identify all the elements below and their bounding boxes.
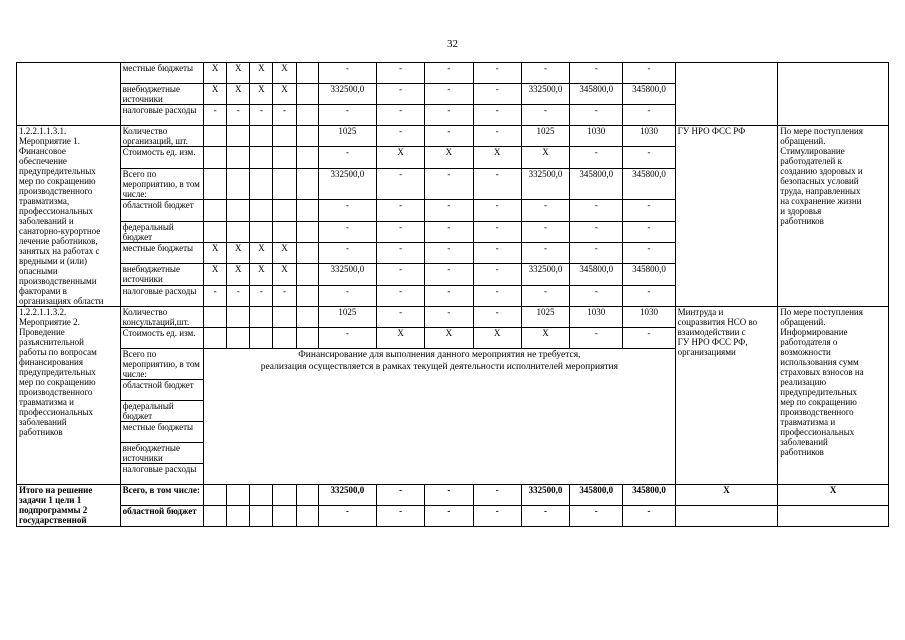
financing-note: Финансирование для выполнения данного мероприятия не требуется, реализация осуществляется в рамках текущей деятельности исполнителей мероприятия	[204, 349, 676, 485]
value-cell: -	[425, 84, 473, 105]
value-cell: -	[473, 200, 521, 221]
mark-cell	[296, 84, 318, 105]
value-cell: 1030	[570, 126, 623, 147]
value-cell: -	[473, 221, 521, 242]
mark-cell: X	[250, 84, 273, 105]
row-label: местные бюджеты	[120, 63, 203, 84]
value-cell: 345800,0	[570, 264, 623, 285]
value-cell: -	[377, 221, 425, 242]
mark-cell	[296, 168, 318, 200]
value-cell: -	[473, 242, 521, 263]
value-cell: -	[318, 506, 376, 527]
value-cell: 1025	[318, 126, 376, 147]
event-1-result: По мере поступления обращений. Стимулирование работодателей к созданию здоровых и безопасных условий труда, направленных на сохранение жизни и здоровья работников	[778, 126, 889, 307]
value-cell: -	[377, 200, 425, 221]
value-cell: -	[473, 168, 521, 200]
mark-cell	[296, 126, 318, 147]
value-cell: -	[425, 105, 473, 126]
mark-cell: X	[227, 84, 250, 105]
mark-cell	[227, 328, 250, 349]
mark-cell	[227, 200, 250, 221]
value-cell: -	[521, 221, 569, 242]
value-cell: -	[425, 200, 473, 221]
value-cell: 345800,0	[623, 485, 675, 506]
mark-cell: -	[250, 105, 273, 126]
value-cell: -	[623, 105, 675, 126]
mark-cell: X	[250, 63, 273, 84]
row-label: налоговые расходы	[120, 285, 203, 306]
row-label: внебюджетные источники	[120, 84, 203, 105]
mark-cell	[227, 485, 250, 506]
row-label: Стоимость ед. изм.	[120, 328, 203, 349]
mark-cell: X	[273, 63, 296, 84]
value-cell: X	[521, 328, 569, 349]
value-cell: X	[473, 328, 521, 349]
value-cell: -	[377, 126, 425, 147]
value-cell: -	[425, 307, 473, 328]
value-cell: -	[570, 63, 623, 84]
value-cell: -	[521, 242, 569, 263]
value-cell: -	[521, 105, 569, 126]
mark-cell: X	[273, 264, 296, 285]
mark-cell	[296, 264, 318, 285]
value-cell: -	[570, 285, 623, 306]
row-label: Всего по мероприятию, в том числе:	[120, 349, 203, 380]
mark-cell: -	[204, 105, 227, 126]
mark-cell: X	[204, 84, 227, 105]
value-cell: -	[521, 63, 569, 84]
value-cell: -	[570, 506, 623, 527]
value-cell: -	[473, 485, 521, 506]
mark-cell: -	[273, 105, 296, 126]
row-label: Стоимость ед. изм.	[120, 147, 203, 168]
mark-cell	[296, 485, 318, 506]
total-executor	[675, 506, 778, 527]
value-cell: -	[377, 168, 425, 200]
mark-cell	[204, 126, 227, 147]
value-cell: 1025	[521, 307, 569, 328]
mark-cell	[250, 147, 273, 168]
value-cell: X	[377, 147, 425, 168]
value-cell: 332500,0	[318, 264, 376, 285]
value-cell: -	[473, 105, 521, 126]
row-label: Всего, в том числе:	[120, 485, 203, 506]
mark-cell: X	[204, 63, 227, 84]
mark-cell	[204, 328, 227, 349]
mark-cell	[250, 200, 273, 221]
value-cell: -	[318, 221, 376, 242]
mark-cell	[204, 147, 227, 168]
mark-cell	[204, 168, 227, 200]
value-cell: X	[425, 147, 473, 168]
value-cell: -	[377, 485, 425, 506]
total-title: Итого на решение задачи 1 цели 1 подпрограммы 2 государственной	[17, 485, 121, 527]
value-cell: -	[318, 200, 376, 221]
value-cell: -	[425, 506, 473, 527]
mark-cell: X	[273, 242, 296, 263]
value-cell: -	[425, 264, 473, 285]
table-row	[17, 307, 889, 328]
value-cell: 345800,0	[623, 168, 675, 200]
row-label: местные бюджеты	[120, 422, 203, 443]
mark-cell	[227, 221, 250, 242]
mark-cell	[273, 200, 296, 221]
value-cell: -	[425, 285, 473, 306]
value-cell: -	[473, 285, 521, 306]
value-cell: 1030	[623, 126, 675, 147]
value-cell: -	[521, 285, 569, 306]
mark-cell	[273, 506, 296, 527]
value-cell: -	[318, 285, 376, 306]
row-label: федеральный бюджет	[120, 221, 203, 242]
mark-cell	[296, 147, 318, 168]
value-cell: -	[521, 506, 569, 527]
mark-cell	[273, 126, 296, 147]
mark-cell	[250, 126, 273, 147]
mark-cell	[273, 168, 296, 200]
value-cell: -	[425, 221, 473, 242]
value-cell: -	[570, 147, 623, 168]
value-cell: -	[623, 200, 675, 221]
value-cell: 332500,0	[521, 168, 569, 200]
value-cell: -	[377, 84, 425, 105]
row-label: областной бюджет	[120, 200, 203, 221]
value-cell: 1025	[521, 126, 569, 147]
value-cell: -	[570, 242, 623, 263]
mark-cell	[204, 221, 227, 242]
value-cell: -	[425, 168, 473, 200]
mark-cell	[250, 506, 273, 527]
mark-cell: -	[227, 285, 250, 306]
row-label: налоговые расходы	[120, 105, 203, 126]
mark-cell: X	[227, 63, 250, 84]
row-label: Всего по мероприятию, в том числе:	[120, 168, 203, 200]
mark-cell	[296, 285, 318, 306]
value-cell: -	[377, 307, 425, 328]
total-executor: X	[675, 485, 778, 506]
row-label: налоговые расходы	[120, 464, 203, 485]
program-table	[16, 62, 889, 527]
mark-cell	[296, 221, 318, 242]
mark-cell	[296, 242, 318, 263]
event-2-result: По мере поступления обращений. Информирование работодателя о возможности использования сумм страховых взносов на реализацию предупредительных мер по сокращению производственного травматизма и профессиональных заболеваний работников	[778, 307, 889, 485]
value-cell: 345800,0	[570, 168, 623, 200]
value-cell: -	[425, 242, 473, 263]
mark-cell: X	[204, 264, 227, 285]
value-cell: -	[570, 105, 623, 126]
event-2-title: 1.2.2.1.1.3.2. Мероприятие 2. Проведение разъяснительной работы по вопросам финансирования предупредительных мер по сокращению производственного травматизма и профессиональных заболеваний работников	[17, 307, 121, 485]
mark-cell	[296, 105, 318, 126]
continued-executor-cell	[675, 63, 778, 126]
mark-cell	[273, 307, 296, 328]
mark-cell: X	[273, 84, 296, 105]
value-cell: -	[318, 328, 376, 349]
mark-cell: X	[204, 242, 227, 263]
mark-cell	[204, 200, 227, 221]
mark-cell	[227, 307, 250, 328]
value-cell: 345800,0	[623, 264, 675, 285]
table-row	[17, 126, 889, 147]
value-cell: -	[521, 200, 569, 221]
value-cell: -	[570, 221, 623, 242]
row-label: областной бюджет	[120, 380, 203, 401]
value-cell: 345800,0	[623, 84, 675, 105]
mark-cell: -	[204, 285, 227, 306]
table-row	[17, 485, 889, 506]
total-result: X	[778, 485, 889, 506]
mark-cell	[296, 200, 318, 221]
value-cell: -	[473, 264, 521, 285]
mark-cell	[250, 307, 273, 328]
value-cell: 332500,0	[521, 264, 569, 285]
row-label: Количество организаций, шт.	[120, 126, 203, 147]
event-2-executor: Минтруда и соцразвития НСО во взаимодействии с ГУ НРО ФСС РФ, организациями	[675, 307, 778, 485]
mark-cell: -	[227, 105, 250, 126]
mark-cell: X	[250, 242, 273, 263]
value-cell: -	[473, 126, 521, 147]
value-cell: -	[623, 147, 675, 168]
value-cell: -	[425, 126, 473, 147]
mark-cell: X	[227, 264, 250, 285]
value-cell: -	[377, 264, 425, 285]
mark-cell	[227, 147, 250, 168]
value-cell: -	[377, 285, 425, 306]
value-cell: -	[623, 242, 675, 263]
value-cell: -	[377, 242, 425, 263]
value-cell: 1030	[570, 307, 623, 328]
continued-event-cell	[17, 63, 121, 126]
value-cell: -	[318, 105, 376, 126]
mark-cell	[227, 506, 250, 527]
event-1-title: 1.2.2.1.1.3.1. Мероприятие 1. Финансовое обеспечение предупредительных мер по сокращению производственного травматизма, профессиональных заболеваний и санаторно-курортное лечение работников, занятых на работах с вредными и (или) опасными производственными факторами в организациях области	[17, 126, 121, 307]
total-result	[778, 506, 889, 527]
value-cell: -	[623, 285, 675, 306]
value-cell: -	[377, 105, 425, 126]
mark-cell	[250, 168, 273, 200]
value-cell: 332500,0	[521, 485, 569, 506]
mark-cell	[273, 147, 296, 168]
value-cell: 332500,0	[521, 84, 569, 105]
value-cell: X	[521, 147, 569, 168]
value-cell: -	[623, 63, 675, 84]
mark-cell	[204, 307, 227, 328]
value-cell: -	[473, 63, 521, 84]
mark-cell	[296, 307, 318, 328]
continued-result-cell	[778, 63, 889, 126]
mark-cell	[204, 506, 227, 527]
row-label: областной бюджет	[120, 506, 203, 527]
value-cell: -	[623, 221, 675, 242]
mark-cell	[250, 328, 273, 349]
mark-cell	[204, 485, 227, 506]
row-label: внебюджетные источники	[120, 443, 203, 464]
value-cell: -	[318, 242, 376, 263]
value-cell: -	[473, 84, 521, 105]
mark-cell: -	[250, 285, 273, 306]
value-cell: -	[377, 63, 425, 84]
value-cell: 345800,0	[570, 84, 623, 105]
value-cell: -	[623, 506, 675, 527]
value-cell: 332500,0	[318, 168, 376, 200]
value-cell: 1025	[318, 307, 376, 328]
mark-cell	[250, 221, 273, 242]
mark-cell	[296, 63, 318, 84]
mark-cell	[250, 485, 273, 506]
mark-cell: -	[273, 285, 296, 306]
value-cell: X	[425, 328, 473, 349]
value-cell: -	[425, 485, 473, 506]
value-cell: X	[377, 328, 425, 349]
mark-cell	[296, 328, 318, 349]
value-cell: -	[570, 328, 623, 349]
mark-cell: X	[227, 242, 250, 263]
mark-cell: X	[250, 264, 273, 285]
value-cell: -	[425, 63, 473, 84]
table-row	[17, 63, 889, 84]
value-cell: 1030	[623, 307, 675, 328]
mark-cell	[296, 506, 318, 527]
value-cell: 332500,0	[318, 485, 376, 506]
value-cell: -	[318, 147, 376, 168]
value-cell: -	[318, 63, 376, 84]
event-1-executor: ГУ НРО ФСС РФ	[675, 126, 778, 307]
value-cell: -	[623, 328, 675, 349]
value-cell: 345800,0	[570, 485, 623, 506]
row-label: местные бюджеты	[120, 242, 203, 263]
mark-cell	[273, 328, 296, 349]
value-cell: -	[473, 506, 521, 527]
page-number: 32	[447, 38, 458, 50]
value-cell: -	[570, 200, 623, 221]
value-cell: -	[473, 307, 521, 328]
mark-cell	[273, 221, 296, 242]
value-cell: X	[473, 147, 521, 168]
mark-cell	[273, 485, 296, 506]
value-cell: 332500,0	[318, 84, 376, 105]
row-label: внебюджетные источники	[120, 264, 203, 285]
table-row	[17, 506, 889, 527]
row-label: федеральный бюджет	[120, 401, 203, 422]
mark-cell	[227, 168, 250, 200]
mark-cell	[227, 126, 250, 147]
value-cell: -	[377, 506, 425, 527]
row-label: Количество консультаций,шт.	[120, 307, 203, 328]
